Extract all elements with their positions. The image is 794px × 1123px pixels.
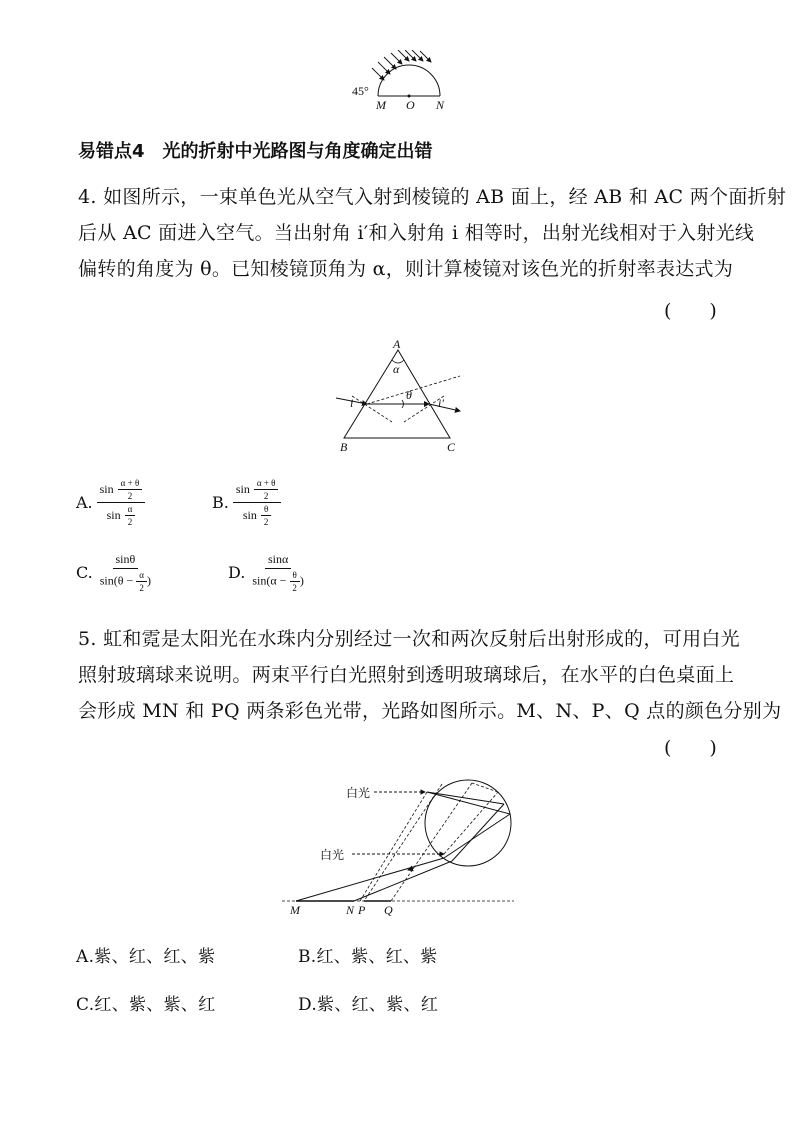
q4-option-c[interactable] (76, 552, 154, 593)
point-n-label: N (436, 98, 445, 112)
q5-option-b[interactable]: B.红、紫、红、紫 (298, 947, 438, 967)
q5-line-1: 5. 虹和霓是太阳光在水珠内分别经过一次和两次反射后出射形成的，可用白光 (78, 628, 740, 650)
point-m-label: M (376, 98, 386, 112)
q4-line-3: 偏转的角度为 θ。已知棱镜顶角为 α，则计算棱镜对该色光的折射率表达式为 (78, 258, 734, 280)
prism-theta: θ (406, 388, 412, 402)
sphere-diagram (282, 770, 522, 918)
q4-option-a-label: A. (76, 493, 93, 512)
q4-option-c-fraction: sinθ sin(θ − $\frac{\alpha}{2}$ ) (99, 552, 151, 593)
q5-option-c[interactable]: C.红、紫、紫、红 (76, 995, 216, 1015)
prism-point-b: B (340, 440, 348, 454)
q4-option-b-label: B. (212, 493, 229, 512)
prism-incident-angle: i (350, 396, 354, 410)
q5-line-3: 会形成 MN 和 PQ 两条彩色光带，光路如图所示。M、N、P、Q 点的颜色分别为 (78, 700, 782, 722)
prism-exit-angle: i′ (438, 396, 444, 410)
q4-option-b-fraction: sin $\frac{\alpha + \theta}{2}$ sin $\frac{\theta}{2}$ (233, 478, 282, 527)
white-light-label-2: 白光 (320, 848, 345, 862)
q4-option-b[interactable] (212, 478, 281, 527)
q4-line-2: 后从 AC 面进入空气。当出射角 i′和入射角 i 相等时，出射光线相对于入射光线 (78, 222, 755, 244)
white-light-label-1: 白光 (346, 786, 371, 800)
q4-option-c-label: C. (76, 563, 93, 582)
section-heading: 易错点4 光的折射中光路图与角度确定出错 (78, 141, 433, 162)
q5-option-a[interactable]: A.紫、红、红、紫 (76, 947, 216, 967)
point-m-label-q5: M (290, 903, 300, 917)
q4-answer-paren: ( ) (664, 300, 717, 322)
point-p-label-q5: P (358, 903, 366, 917)
sphere-figure (282, 770, 522, 918)
q4-line-1: 4. 如图所示，一束单色光从空气入射到棱镜的 AB 面上，经 AB 和 AC 两个面折射 (78, 186, 787, 208)
q4-option-d-label: D. (228, 563, 246, 582)
q4-option-a-fraction: sin $\frac{\alpha + \theta}{2}$ sin $\frac{\alpha}{2}$ (97, 478, 146, 527)
q4-option-d[interactable] (228, 552, 307, 593)
q4-option-a[interactable] (76, 478, 145, 527)
prism-point-a: A (393, 337, 401, 351)
top-figure (340, 50, 460, 115)
prism-point-c: C (447, 440, 456, 454)
point-n-label-q5: N (346, 903, 355, 917)
q5-option-d[interactable]: D.紫、红、紫、红 (298, 995, 439, 1015)
prism-alpha: α (393, 362, 400, 376)
q5-answer-paren: ( ) (664, 737, 717, 759)
q4-option-d-fraction: sinα sin(α − $\frac{\theta}{2}$ ) (252, 552, 304, 593)
q5-line-2: 照射玻璃球来说明。两束平行白光照射到透明玻璃球后，在水平的白色桌面上 (78, 664, 735, 686)
angle-label: 45° (352, 84, 369, 98)
point-o-label: O (406, 98, 415, 112)
point-q-label-q5: Q (384, 903, 393, 917)
prism-figure (330, 337, 470, 460)
